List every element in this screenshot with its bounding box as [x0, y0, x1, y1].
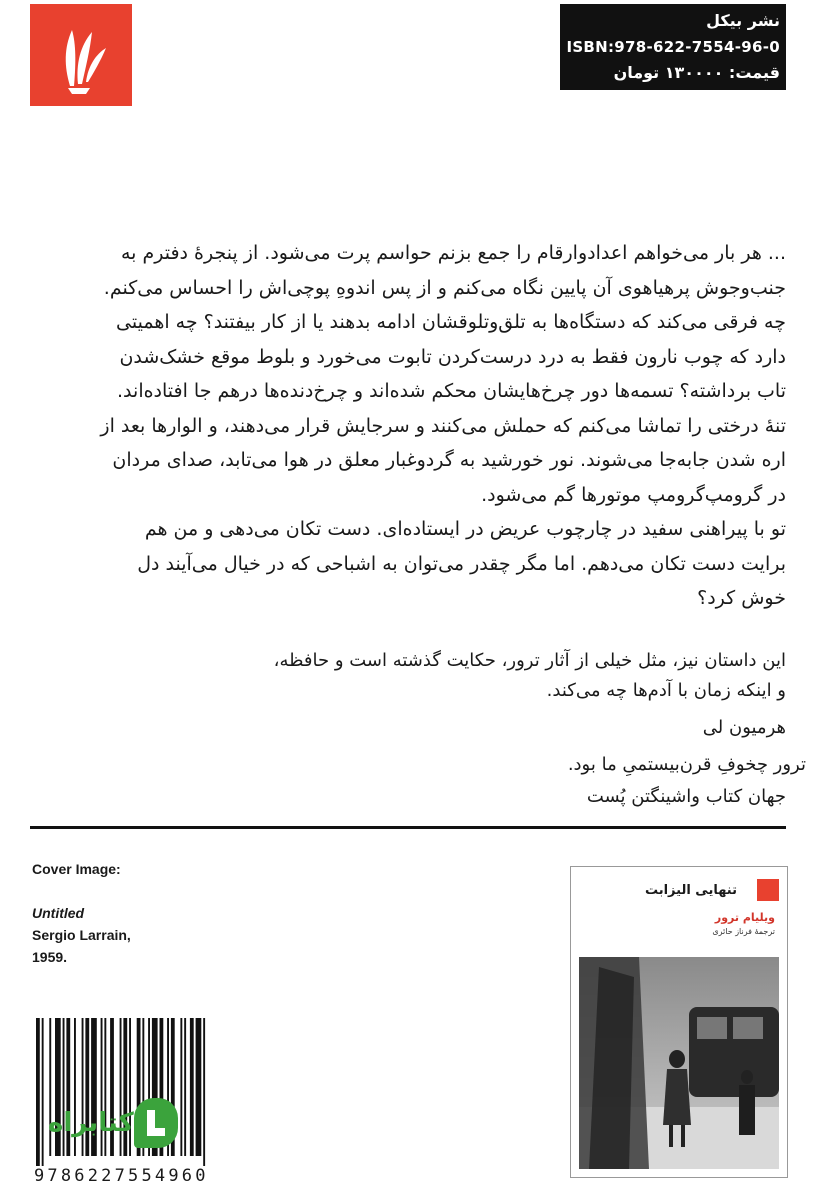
blurb-paragraph: ... هر بار می‌خواهم اعدادوارقام را جمع بزنم حواسم پرت می‌شود. از پنجرهٔ دفترم به جنب‌وجوش پرهیاهوی آن پایین نگاه می‌کنم و از پس اندوهِ پوچی‌اش را احساس می‌کنم. چه فرقی می‌کند که دستگاه‌ها به تلق‌وتلوقشان ادامه بدهند یا از کار بیفتند؟ چه اهمیتی دارد که چوب نارون فقط به درد درست‌کردن تابوت می‌خورد و بلوط موقع خشک‌شدن تاب برداشته؟ تسمه‌ها دور چرخ‌هایشان محکم شده‌اند و چرخ‌دنده‌ها درهم جا افتاده‌اند. تنهٔ درختی را تماشا می‌کنم که حملش می‌کنند و سرجایش قرار می‌دهند، و الوارها بعد از اره شدن جابه‌جا می‌شوند. نور خورشید به گردوغبار معلق در هوا می‌تابد، صدای مردان در گرومپ‌گرومپ موتورها گم می‌شود.: [100, 242, 786, 506]
ketabrah-watermark: [44, 1098, 178, 1148]
credit-heading: Cover Image:: [32, 861, 121, 877]
review-quote-1: [210, 646, 786, 706]
quote-2-author: جهان کتاب واشینگتن پُست: [586, 786, 786, 807]
thumbnail-title: تنهایی الیزابت: [644, 883, 737, 898]
barcode-bar: [203, 1018, 205, 1166]
blurb-paragraph: تو با پیراهنی سفید در چارچوب عریض در ایستاده‌ای. دست تکان می‌دهی و من هم برایت دست تکان می‌دهم. اما مگر چقدر می‌توان به اشباحی که در خیال می‌آیند دل خوش کرد؟: [137, 518, 786, 609]
publisher-leaf-logo-icon: [30, 4, 132, 106]
review-quote-2: ترور چخوفِ قرن‌بیستمیِ ما بود.: [567, 754, 806, 775]
publisher-info-box: [560, 4, 786, 90]
credit-year: 1959.: [32, 949, 68, 965]
quote-1-author: هرمیون لی: [702, 717, 786, 738]
barcode-bar: [180, 1018, 182, 1156]
barcode-bar: [36, 1018, 40, 1166]
thumbnail-logo-icon: [757, 879, 779, 901]
thumbnail-author: ویلیام ترور: [714, 911, 775, 924]
barcode-bar: [196, 1018, 202, 1156]
barcode-bar: [184, 1018, 186, 1156]
thumbnail-translator: ترجمهٔ فرناز حائری: [712, 927, 775, 936]
divider: [30, 826, 786, 829]
price: قیمت: ۱۳۰۰۰۰ تومان: [613, 63, 780, 82]
barcode-bar: [190, 1018, 194, 1156]
ketabrah-leaf-icon: [134, 1098, 178, 1148]
cover-image-credit: [32, 858, 292, 968]
quote-line: و اینکه زمان با آدم‌ها چه می‌کند.: [546, 680, 786, 701]
quote-line: این داستان نیز، مثل خیلی از آثار ترور، حکایت گذشته است و حافظه،: [273, 650, 786, 671]
credit-title: Untitled: [32, 905, 85, 921]
isbn: ISBN:978-622-7554-96-0: [566, 38, 780, 56]
publisher-name: نشر بیکل: [706, 11, 780, 30]
back-cover-blurb: [100, 236, 786, 616]
barcode-digits: 9786227554960: [34, 1166, 209, 1186]
watermark-text: کتابراه: [48, 1108, 134, 1138]
publisher-logo: [30, 4, 132, 106]
street-photo-icon: [579, 957, 779, 1169]
credit-artist: Sergio Larrain,: [32, 927, 131, 943]
book-cover-thumbnail: [570, 866, 788, 1178]
